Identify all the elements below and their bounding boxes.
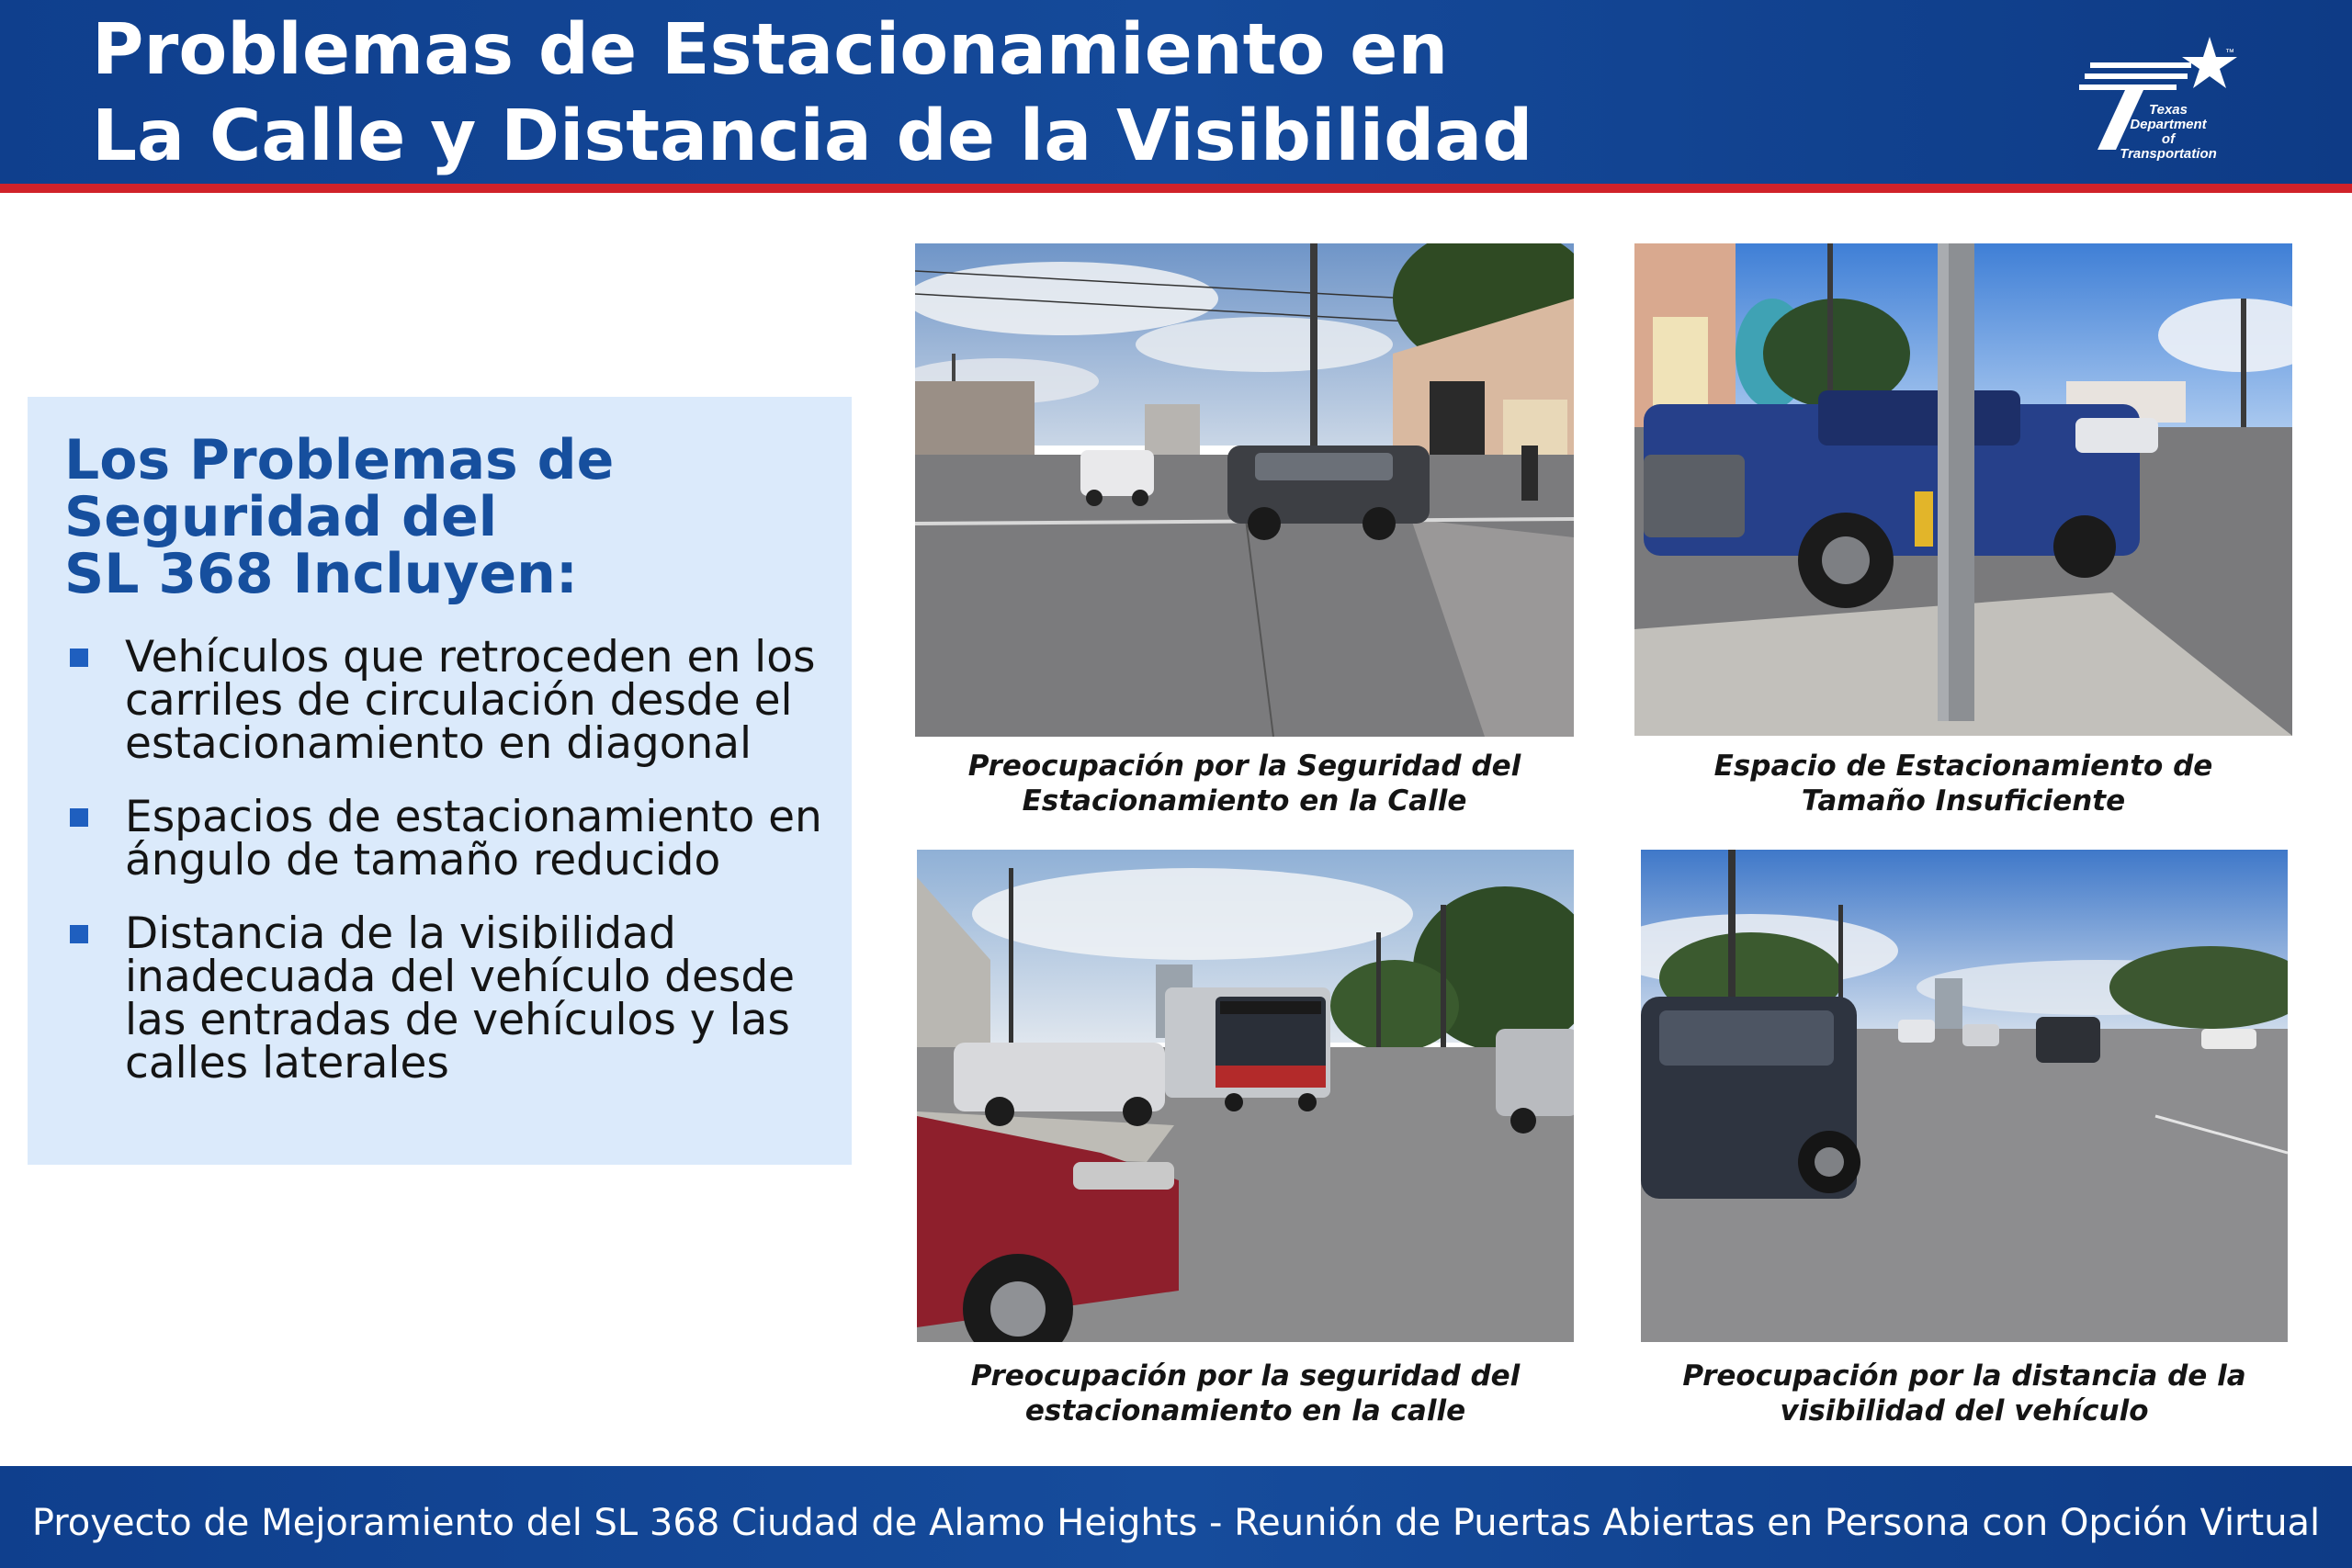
- photo-caption: Espacio de Estacionamiento de Tamaño Insuficiente: [1713, 750, 2213, 818]
- safety-issues-list: [64, 632, 836, 1115]
- footer-banner: [0, 1466, 2352, 1568]
- list-item: Espacios de estacionamiento en ángulo de tamaño reducido: [64, 795, 836, 882]
- list-item: Distancia de la visibilidad inadecuada del vehículo desde las entradas de vehículos y las calles laterales: [64, 912, 836, 1085]
- trademark-symbol: ™: [2225, 48, 2234, 58]
- panel-heading: [64, 428, 836, 606]
- logo-text-line-2: Department: [2130, 117, 2207, 132]
- header-red-stripe: [0, 184, 2352, 193]
- header-banner: [0, 0, 2352, 184]
- bus-intersection-photo: [917, 850, 1574, 1342]
- footer-text: Proyecto de Mejoramiento del SL 368 Ciudad de Alamo Heights - Reunión de Puertas Abiertas en Persona con Opción Virtual: [31, 1502, 2321, 1544]
- square-bullet-icon: [70, 925, 88, 943]
- list-item: Vehículos que retroceden en los carriles de circulación desde el estacionamiento en diagonal: [64, 636, 836, 765]
- panel-heading-line-1: Los Problemas de: [64, 428, 615, 492]
- pickup-truck-parking-photo: [1634, 243, 2292, 736]
- page-title: [92, 7, 1532, 180]
- square-bullet-icon: [70, 808, 88, 827]
- safety-issues-panel: [28, 397, 852, 1165]
- photo-caption: Preocupación por la distancia de la visibilidad del vehículo: [1682, 1359, 2246, 1427]
- logo-text-line-3: of Transportation: [2120, 131, 2217, 162]
- photo-caption: Preocupación por la seguridad del estacionamiento en la calle: [970, 1359, 1521, 1427]
- panel-heading-line-2: Seguridad del: [64, 485, 498, 549]
- logo-text-line-1: Texas: [2149, 102, 2188, 118]
- page-title-line-2: La Calle y Distancia de la Visibilidad: [92, 96, 1533, 177]
- txdot-logo-text: [2113, 103, 2223, 162]
- photo-caption: Preocupación por la Seguridad del Estacionamiento en la Calle: [967, 750, 1521, 818]
- page-title-line-1: Problemas de Estacionamiento en: [92, 9, 1449, 91]
- sight-distance-photo: [1641, 850, 2288, 1342]
- square-bullet-icon: [70, 649, 88, 667]
- panel-heading-line-3: SL 368 Incluyen:: [64, 542, 578, 606]
- street-parking-photo: [915, 243, 1574, 737]
